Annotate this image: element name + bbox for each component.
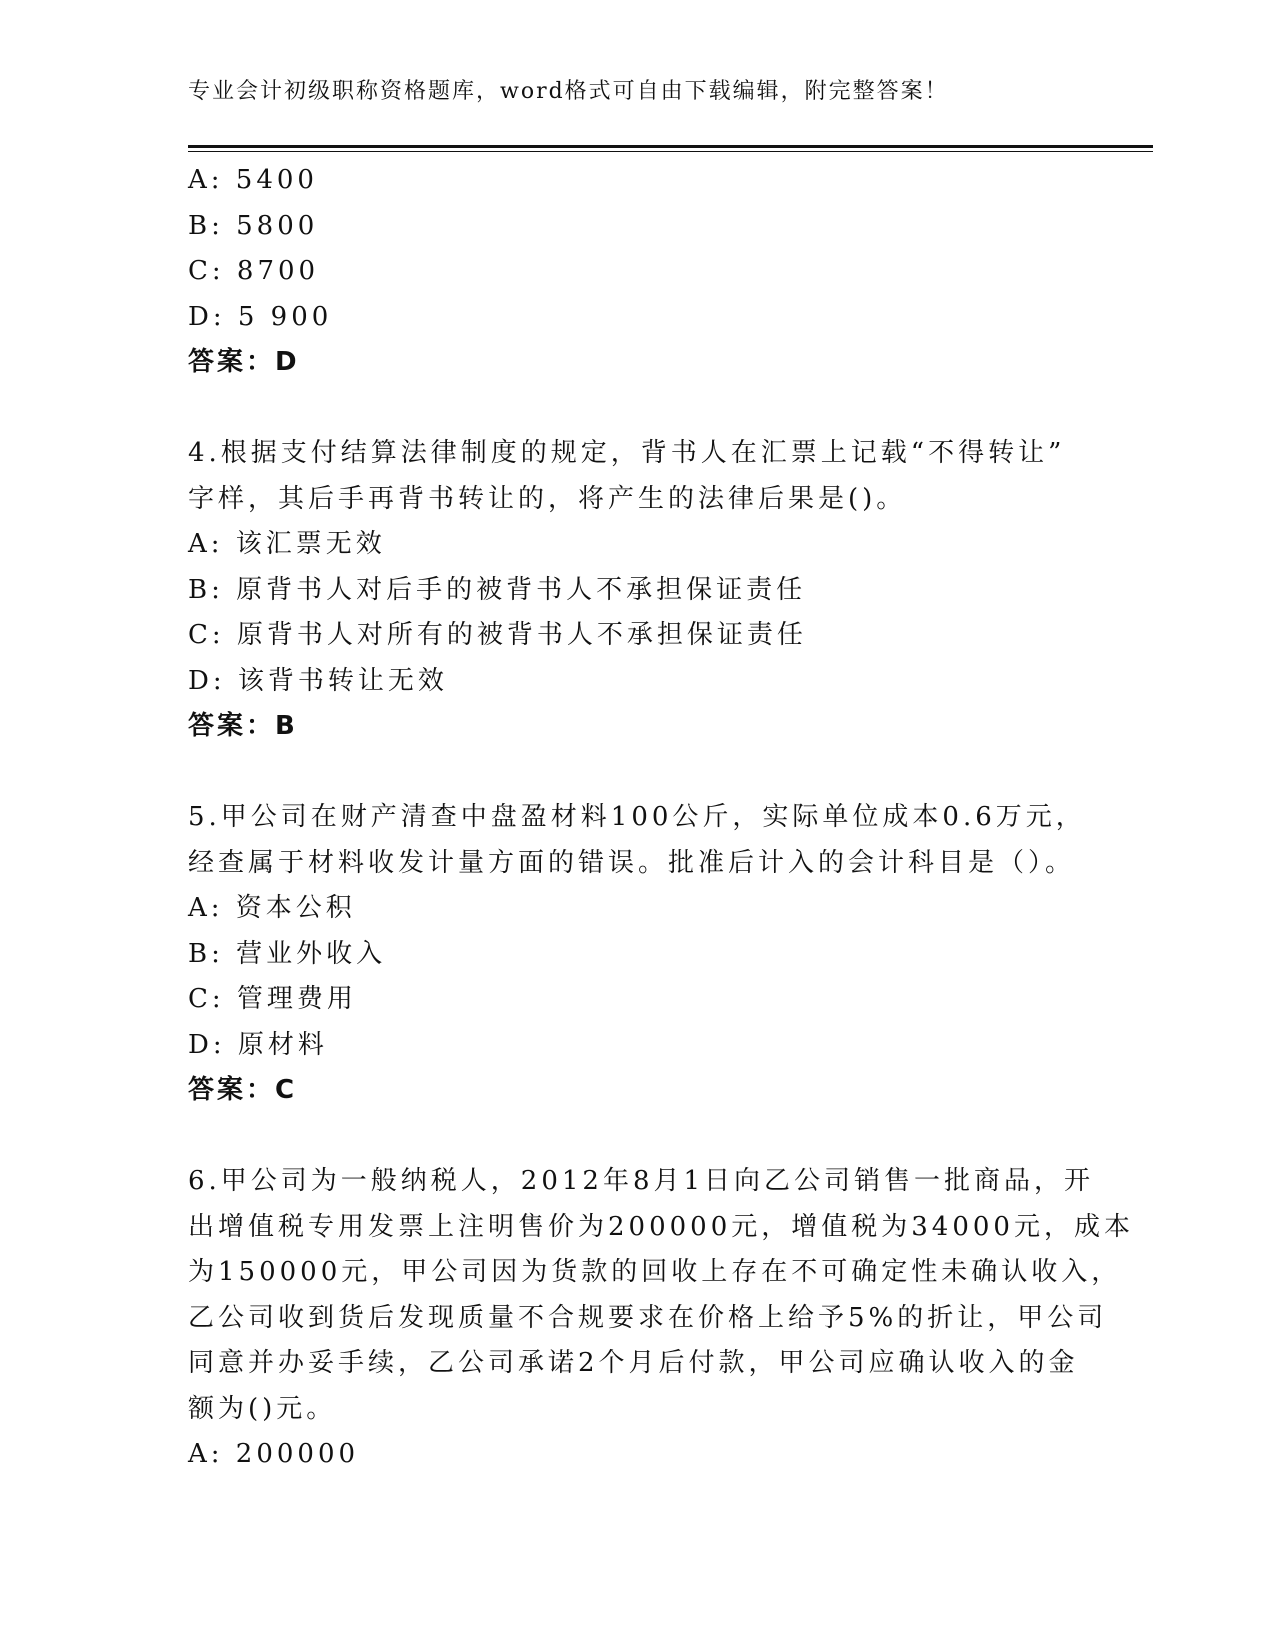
question-6 xyxy=(188,1159,1134,1478)
q3-option-a: A: 5400 xyxy=(188,165,318,195)
q4-stem-line-1: 4.根据支付结算法律制度的规定，背书人在汇票上记载“不得转让” xyxy=(188,438,1066,468)
q5-option-a: A: 资本公积 xyxy=(188,893,356,923)
q6-stem-line-5: 同意并办妥手续，乙公司承诺2个月后付款，甲公司应确认收入的金 xyxy=(188,1348,1079,1378)
spacer xyxy=(188,386,1088,432)
page-header: 专业会计初级职称资格题库，word格式可自由下载编辑，附完整答案！ xyxy=(188,79,949,104)
q6-stem-line-6: 额为()元。 xyxy=(188,1393,337,1424)
header-rule-thin xyxy=(188,151,1153,152)
question-content xyxy=(188,158,1134,1478)
q5-option-b: B: 营业外收入 xyxy=(188,938,387,969)
q6-stem-line-1: 6.甲公司为一般纳税人，2012年8月1日向乙公司销售一批商品，开 xyxy=(188,1166,1095,1196)
q6-option-a: A: 200000 xyxy=(188,1439,360,1469)
question-3 xyxy=(188,158,1088,386)
q5-stem-line-1: 5.甲公司在财产清查中盘盈材料100公斤，实际单位成本0.6万元， xyxy=(188,802,1086,832)
q6-stem-line-2: 出增值税专用发票上注明售价为200000元，增值税为34000元，成本 xyxy=(188,1211,1134,1242)
q6-stem-line-3: 为150000元，甲公司因为货款的回收上存在不可确定性未确认收入， xyxy=(188,1257,1122,1287)
q3-answer: 答案：D xyxy=(188,347,300,377)
question-4 xyxy=(188,431,1088,750)
q6-stem-line-4: 乙公司收到货后发现质量不合规要求在价格上给予5%的折让，甲公司 xyxy=(188,1302,1108,1333)
q5-answer: 答案：C xyxy=(188,1075,298,1105)
q4-option-b: B: 原背书人对后手的被背书人不承担保证责任 xyxy=(188,574,807,605)
header-rule-thick xyxy=(188,145,1153,148)
q5-option-c: C: 管理费用 xyxy=(188,984,357,1014)
q3-option-b: B: 5800 xyxy=(188,210,319,241)
q5-option-d: D: 原材料 xyxy=(188,1029,328,1060)
q4-option-d: D: 该背书转让无效 xyxy=(188,665,448,696)
q3-option-d: D: 5 900 xyxy=(188,301,333,332)
q4-option-c: C: 原背书人对所有的被背书人不承担保证责任 xyxy=(188,620,807,650)
q3-option-c: C: 8700 xyxy=(188,256,320,286)
spacer xyxy=(188,1114,1088,1160)
q5-stem-line-2: 经查属于材料收发计量方面的错误。批准后计入的会计科目是（）。 xyxy=(188,847,1076,878)
question-5 xyxy=(188,795,1088,1114)
spacer xyxy=(188,750,1088,796)
q4-answer: 答案：B xyxy=(188,711,298,741)
q4-option-a: A: 该汇票无效 xyxy=(188,529,386,559)
q4-stem-line-2: 字样，其后手再背书转让的，将产生的法律后果是()。 xyxy=(188,483,907,514)
